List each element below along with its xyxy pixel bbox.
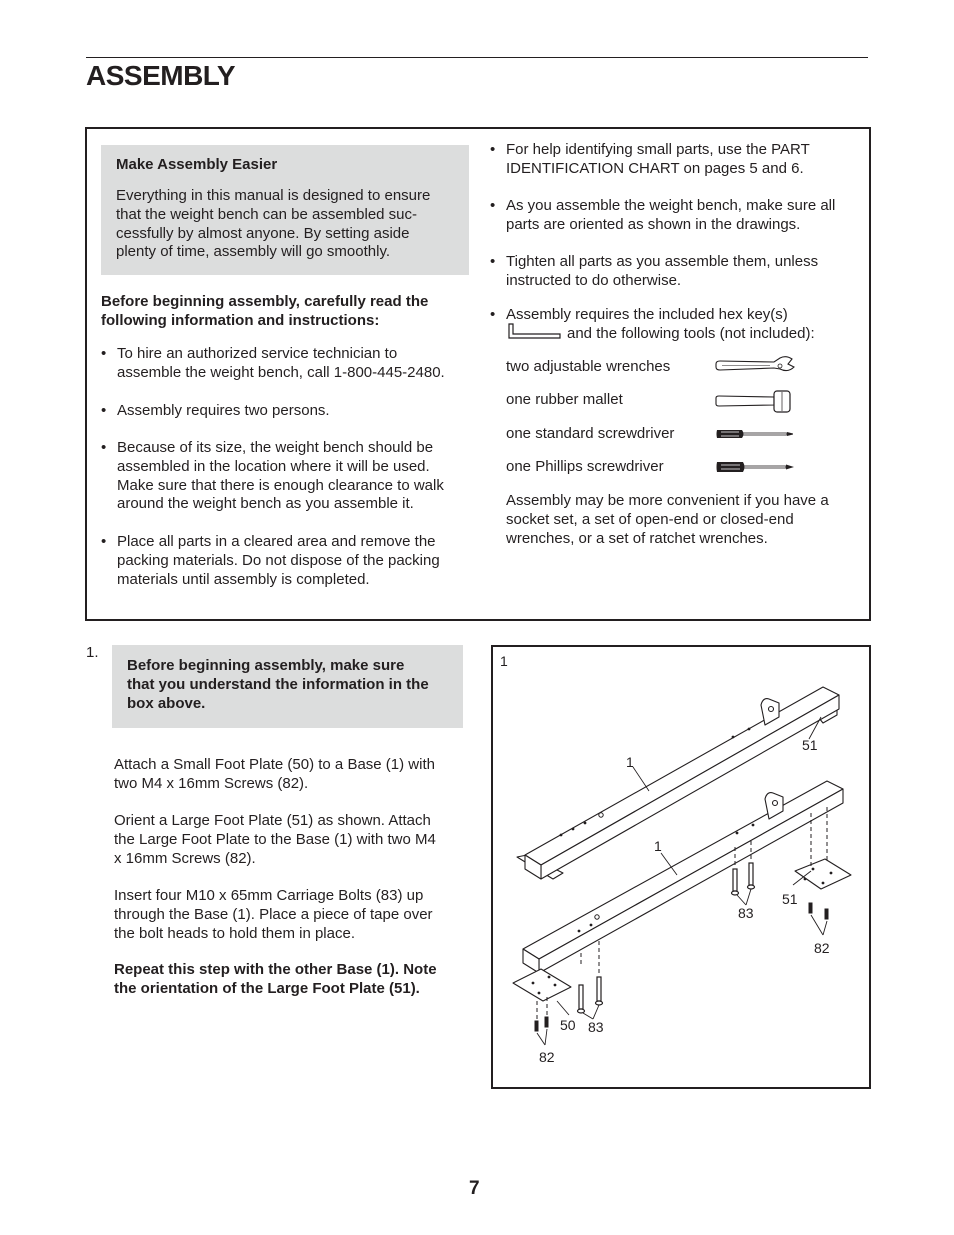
optional-tools-text: Assembly may be more convenient if you have a socket set, a set of open-end or closed-end wrenches, or a set of ratchet wrenches. xyxy=(506,492,829,547)
page-number: 7 xyxy=(469,1178,480,1199)
standard-screwdriver-icon xyxy=(714,426,796,442)
assembly-easier-text: Everything in this manual is designed to ensure that the weight bench can be assembled suc- cessfully by almost anyone. By setting aside plenty of time, assembly will go smoothly. xyxy=(116,187,431,261)
callout-large-foot-plate: 51 xyxy=(782,891,798,907)
callout-small-foot-plate: 50 xyxy=(560,1017,576,1033)
assembly-drawing xyxy=(493,647,869,1087)
step-note: Before beginning assembly, make sure that you understand the information in the box above. xyxy=(127,657,429,712)
figure-number: 1 xyxy=(500,653,508,669)
callout-large-foot-plate: 51 xyxy=(802,737,818,753)
tool-label: one standard screwdriver xyxy=(506,425,675,442)
callout-screws: 82 xyxy=(539,1049,555,1065)
rubber-mallet-icon xyxy=(714,389,794,415)
phillips-screwdriver-icon xyxy=(714,459,796,475)
callout-carriage-bolts: 83 xyxy=(588,1019,604,1035)
tool-label: two adjustable wrenches xyxy=(506,358,671,375)
assembly-easier-title: Make Assembly Easier xyxy=(116,156,278,173)
tool-label: one Phillips screwdriver xyxy=(506,458,664,475)
adjustable-wrench-icon xyxy=(714,355,796,379)
step-paragraph: Attach a Small Foot Plate (50) to a Base (1) with two M4 x 16mm Screws (82). xyxy=(114,756,435,792)
read-instructions-heading: Before beginning assembly, carefully read the following information and instructions: xyxy=(101,293,429,329)
tool-label: one rubber mallet xyxy=(506,391,623,408)
step-number: 1. xyxy=(86,644,99,661)
hex-key-icon xyxy=(506,322,562,342)
step-paragraph: Insert four M10 x 65mm Carriage Bolts (83) up through the Base (1). Place a piece of tape over the bolt heads to hold them in place. xyxy=(114,887,433,942)
step-paragraph: Orient a Large Foot Plate (51) as shown. Attach the Large Foot Plate to the Base (1) with two M4 x 16mm Screws (82). xyxy=(114,812,436,867)
step-repeat-note: Repeat this step with the other Base (1). Note the orientation of the Large Foot Plate (51). xyxy=(114,961,437,997)
callout-base: 1 xyxy=(626,754,634,770)
page-title: ASSEMBLY xyxy=(86,60,236,91)
callout-screws: 82 xyxy=(814,940,830,956)
header-rule xyxy=(86,57,868,58)
callout-base: 1 xyxy=(654,838,662,854)
assembly-figure xyxy=(491,645,871,1089)
callout-carriage-bolts: 83 xyxy=(738,905,754,921)
